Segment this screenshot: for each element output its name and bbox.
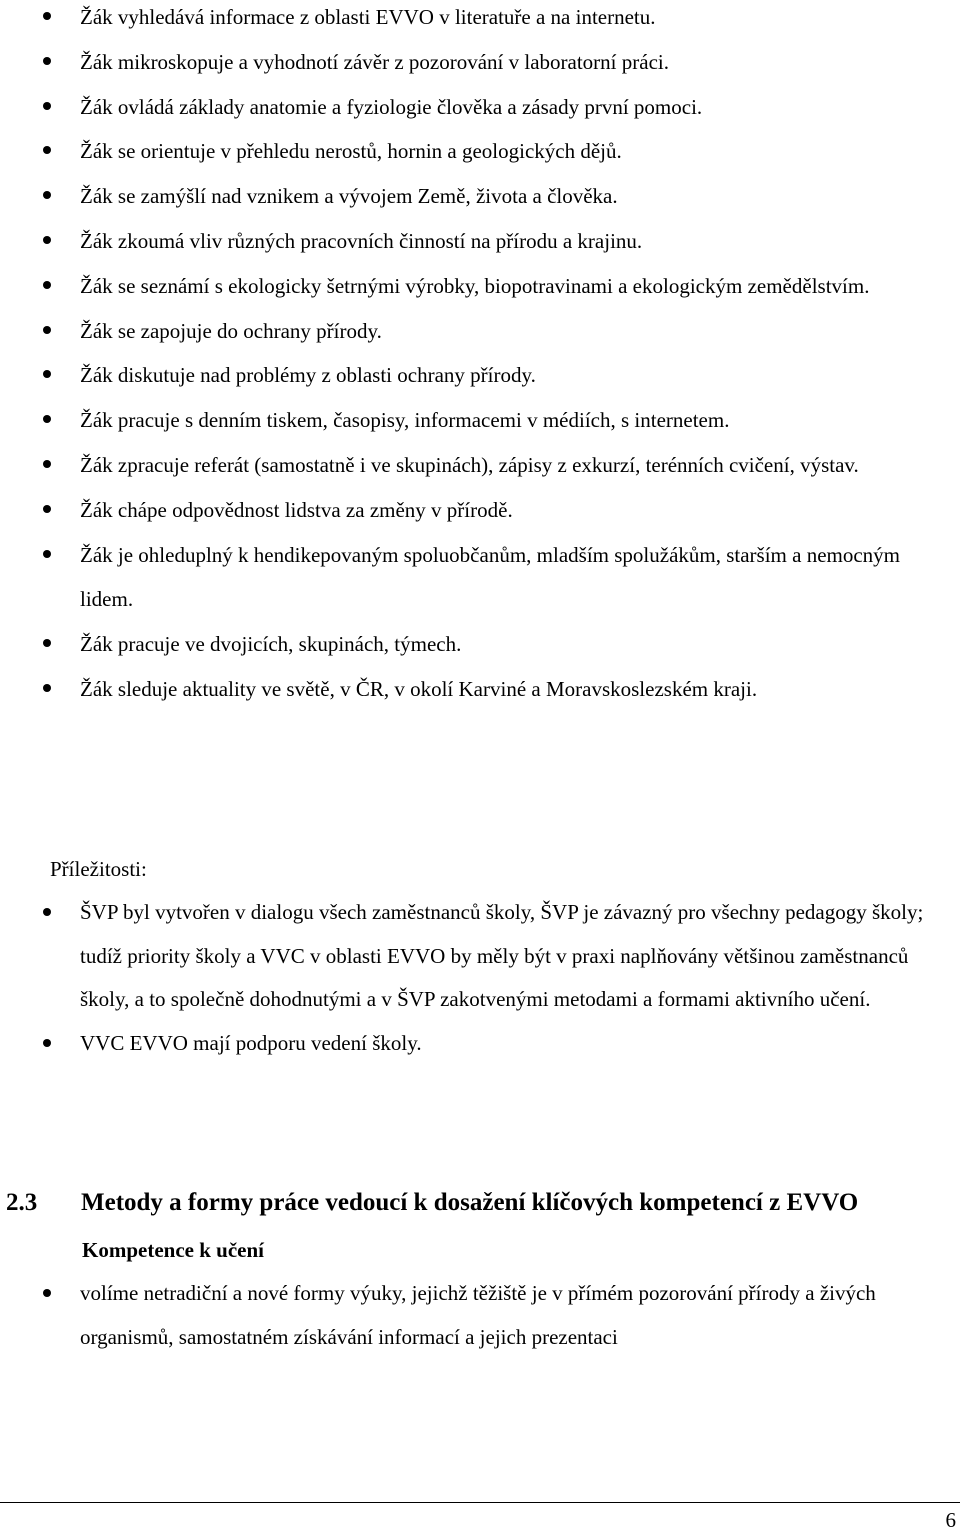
list-item: volíme netradiční a nové formy výuky, jejichž těžiště je v přímém pozorování přírody a živých organismů, samostatném získávání informací a jejich prezentaci [0,1272,960,1359]
list-item: Žák zpracuje referát (samostatně i ve skupinách), zápisy z exkurzí, terénních cvičení, výstav. [0,443,960,488]
list-item: VVC EVVO mají podporu vedení školy. [0,1022,960,1066]
list-item: Žák zkoumá vliv různých pracovních činností na přírodu a krajinu. [0,219,960,264]
list-item: Žák se zapojuje do ochrany přírody. [0,309,960,354]
activities-list [0,0,960,712]
list-item: Žák pracuje ve dvojicích, skupinách, týmech. [0,622,960,667]
competence-list [0,1272,960,1359]
list-item: Žák ovládá základy anatomie a fyziologie člověka a zásady první pomoci. [0,85,960,130]
list-item: Žák se zamýšlí nad vznikem a vývojem Země, života a člověka. [0,174,960,219]
section-heading [6,1186,858,1220]
sub-heading: Kompetence k učení [82,1238,264,1262]
footer-divider [0,1502,960,1503]
list-item: Žák je ohleduplný k hendikepovaným spoluobčanům, mladším spolužákům, starším a nemocným lidem. [0,533,960,623]
list-item: Žák vyhledává informace z oblasti EVVO v literatuře a na internetu. [0,0,960,40]
opportunities-label: Příležitosti: [50,857,147,881]
list-item: Žák se orientuje v přehledu nerostů, hornin a geologických dějů. [0,129,960,174]
page-number: 6 [945,1508,956,1532]
list-item: Žák se seznámí s ekologicky šetrnými výrobky, biopotravinami a ekologickým zemědělstvím. [0,264,960,309]
opportunities-list [0,891,960,1065]
list-item: ŠVP byl vytvořen v dialogu všech zaměstnanců školy, ŠVP je závazný pro všechny pedagogy školy; tudíž priority školy a VVC v oblasti EVVO by měly být v praxi naplňovány většinou zaměstnanců školy, a to společně dohodnutými a v ŠVP zakotvenými metodami a formami aktivního učení. [0,891,960,1022]
list-item: Žák sleduje aktuality ve světě, v ČR, v okolí Karviné a Moravskoslezském kraji. [0,667,960,712]
section-title: Metody a formy práce vedoucí k dosažení klíčových kompetencí z EVVO [81,1189,859,1216]
list-item: Žák diskutuje nad problémy z oblasti ochrany přírody. [0,353,960,398]
list-item: Žák mikroskopuje a vyhodnotí závěr z pozorování v laboratorní práci. [0,40,960,85]
list-item: Žák pracuje s denním tiskem, časopisy, informacemi v médiích, s internetem. [0,398,960,443]
list-item: Žák chápe odpovědnost lidstva za změny v přírodě. [0,488,960,533]
section-number: 2.3 [6,1189,38,1216]
